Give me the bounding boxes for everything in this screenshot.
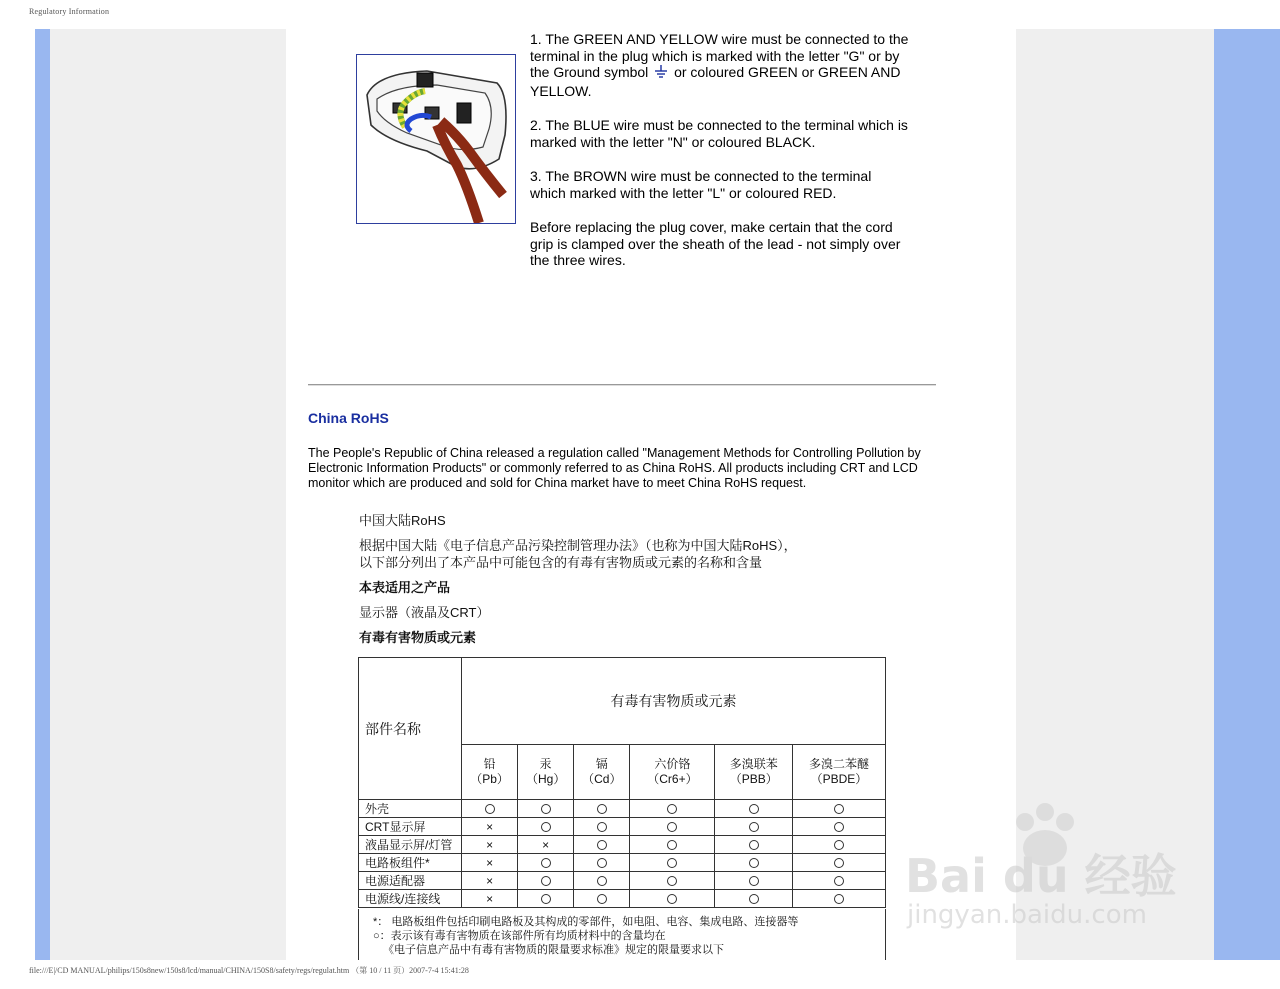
table-notes: [358, 909, 886, 960]
circle-below-limit-icon: [597, 858, 607, 868]
substance-name: 六价铬: [654, 757, 691, 771]
part-name: CRT显示屏: [359, 818, 462, 836]
page-footer: file:///E|/CD MANUAL/philips/150s8new/150s8/lcd/manual/CHINA/150S8/safety/regs/regulat.htm （第 10 / 11 页）2007-7-4 15:41:28: [29, 966, 469, 975]
part-name: 电源适配器: [359, 872, 462, 890]
circle-below-limit-icon: [597, 804, 607, 814]
substance-cell: [574, 836, 630, 854]
cross-above-limit-icon: ×: [486, 873, 494, 888]
circle-below-limit-icon: [834, 804, 844, 814]
note-standard-reference: 《电子信息产品中有毒有害物质的限量要求标准》规定的限量要求以下: [383, 944, 724, 956]
circle-below-limit-icon: [749, 876, 759, 886]
wiring-step-1-text: 1. The GREEN AND YELLOW wire must be connected to the terminal in the plug which is marked with the letter "G" or by the Ground symbol: [530, 31, 909, 80]
circle-below-limit-icon: [667, 804, 677, 814]
substance-cell: [715, 890, 792, 908]
cross-above-limit-icon: ×: [542, 837, 550, 852]
note-circuit-board: *： 电路板组件包括印刷电路板及其构成的零部件，如电阻、电容、集成电路、连接器等: [373, 916, 799, 928]
circle-below-limit-icon: [834, 858, 844, 868]
substance-cell: [715, 818, 792, 836]
substance-cell: [792, 872, 885, 890]
circle-below-limit-icon: [597, 876, 607, 886]
wiring-step-green-yellow: [530, 31, 910, 99]
china-rohs-heading: China RoHS: [308, 410, 389, 426]
part-name: 液晶显示屏/灯管: [359, 836, 462, 854]
substance-cell: [462, 890, 518, 908]
wiring-step-blue: 2. The BLUE wire must be connected to the terminal which is marked with the letter "N" or coloured BLACK.: [530, 117, 908, 150]
cn-substances-heading: 有毒有害物质或元素: [359, 630, 477, 645]
watermark-url: jingyan.baidu.com: [907, 900, 1147, 930]
substance-cell: [792, 836, 885, 854]
substance-cell: [715, 854, 792, 872]
section-divider: [308, 384, 936, 386]
circle-below-limit-icon: [541, 822, 551, 832]
substance-symbol: （PBB）: [729, 772, 778, 786]
substance-cell: [792, 854, 885, 872]
watermark-brand: Bai du 经验: [905, 849, 1177, 903]
circle-below-limit-icon: [834, 822, 844, 832]
substance-name: 铅: [483, 757, 496, 771]
substance-symbol: （Pb）: [470, 772, 509, 786]
cn-regulation-line-2: 以下部分列出了本产品中可能包含的有毒有害物质或元素的名称和含量: [359, 555, 763, 570]
substance-cell: [518, 800, 574, 818]
part-name: 外壳: [359, 800, 462, 818]
circle-below-limit-icon: [541, 858, 551, 868]
wiring-step-brown: 3. The BROWN wire must be connected to the terminal which marked with the letter "L" or coloured RED.: [530, 168, 872, 201]
substance-cell: [462, 854, 518, 872]
table-row: [359, 890, 886, 908]
circle-below-limit-icon: [834, 840, 844, 850]
circle-below-limit-icon: [667, 894, 677, 904]
circle-below-limit-icon: [597, 840, 607, 850]
substance-cell: [715, 800, 792, 818]
table-row: [359, 800, 886, 818]
substance-cell: [630, 872, 715, 890]
substance-cell: [462, 836, 518, 854]
substance-column-header: [574, 745, 630, 800]
substance-cell: [574, 800, 630, 818]
left-gray-margin: [50, 29, 286, 960]
substance-name: 镉: [595, 757, 608, 771]
circle-below-limit-icon: [749, 822, 759, 832]
substance-cell: [630, 818, 715, 836]
substance-name: 多溴二苯醚: [808, 757, 869, 771]
substance-cell: [518, 890, 574, 908]
substances-group-header: 有毒有害物质或元素: [462, 658, 886, 745]
substance-cell: [630, 854, 715, 872]
wiring-cord-grip-note: Before replacing the plug cover, make certain that the cord grip is clamped over the sheath of the lead - not simply over the three wires.: [530, 219, 901, 268]
circle-below-limit-icon: [749, 840, 759, 850]
table-row: [359, 854, 886, 872]
circle-below-limit-icon: [541, 894, 551, 904]
circle-below-limit-icon: [541, 804, 551, 814]
substance-cell: [792, 818, 885, 836]
substance-symbol: （PBDE）: [810, 772, 868, 786]
circle-below-limit-icon: [749, 894, 759, 904]
substance-cell: [715, 836, 792, 854]
cn-title: 中国大陆RoHS: [359, 513, 446, 528]
substance-cell: [518, 854, 574, 872]
circle-below-limit-icon: [597, 894, 607, 904]
substance-cell: [518, 818, 574, 836]
substance-cell: [574, 872, 630, 890]
substance-name: 多溴联苯: [729, 757, 778, 771]
cn-regulation-line-1: 根据中国大陆《电子信息产品污染控制管理办法》（也称为中国大陆RoHS），: [359, 538, 797, 553]
cross-above-limit-icon: ×: [486, 837, 494, 852]
cn-applicable-heading: 本表适用之产品: [359, 580, 451, 595]
cross-above-limit-icon: ×: [486, 855, 494, 870]
substance-cell: [630, 890, 715, 908]
right-blue-band: [1214, 29, 1280, 960]
circle-below-limit-icon: [485, 804, 495, 814]
circle-below-limit-icon: [749, 858, 759, 868]
cross-above-limit-icon: ×: [486, 891, 494, 906]
hazardous-substances-table: [358, 657, 886, 908]
plug-wiring-image: [356, 54, 516, 224]
substance-column-header: [630, 745, 715, 800]
circle-below-limit-icon: [667, 876, 677, 886]
note-circle-meaning: ○：表示该有毒有害物质在该部件所有均质材料中的含量均在: [373, 930, 666, 942]
table-row: [359, 818, 886, 836]
wiring-step-1-tail: or coloured GREEN or GREEN AND YELLOW.: [530, 64, 901, 99]
circle-below-limit-icon: [667, 858, 677, 868]
substance-cell: [462, 800, 518, 818]
part-name-header: 部件名称: [359, 658, 462, 800]
substance-symbol: （Cr6+）: [647, 772, 698, 786]
substance-column-header: [715, 745, 792, 800]
substance-cell: [462, 872, 518, 890]
substance-cell: [574, 818, 630, 836]
circle-below-limit-icon: [541, 876, 551, 886]
circle-below-limit-icon: [834, 876, 844, 886]
substance-cell: [792, 890, 885, 908]
table-body: [359, 800, 886, 908]
substance-cell: [715, 872, 792, 890]
cross-above-limit-icon: ×: [486, 819, 494, 834]
substance-cell: [792, 800, 885, 818]
part-name: 电路板组件*: [359, 854, 462, 872]
circle-below-limit-icon: [667, 822, 677, 832]
substance-symbol: （Cd）: [582, 772, 622, 786]
baidu-jingyan-watermark: [905, 800, 1205, 940]
page-header: Regulatory Information: [29, 7, 110, 16]
circle-below-limit-icon: [749, 804, 759, 814]
substance-cell: [518, 836, 574, 854]
substance-column-header: [518, 745, 574, 800]
left-blue-band: [35, 29, 50, 960]
substance-cell: [518, 872, 574, 890]
substance-cell: [574, 890, 630, 908]
substance-cell: [574, 854, 630, 872]
circle-below-limit-icon: [834, 894, 844, 904]
substance-cell: [630, 800, 715, 818]
substance-name: 汞: [539, 757, 552, 771]
table-row: [359, 872, 886, 890]
substance-column-header: [792, 745, 885, 800]
substance-column-header: [462, 745, 518, 800]
circle-below-limit-icon: [597, 822, 607, 832]
cn-applicable-product: 显示器（液晶及CRT）: [359, 605, 490, 620]
ground-symbol-icon: [654, 65, 668, 83]
table-row: [359, 836, 886, 854]
substance-cell: [462, 818, 518, 836]
substance-symbol: （Hg）: [526, 772, 566, 786]
substance-cell: [630, 836, 715, 854]
part-name: 电源线/连接线: [359, 890, 462, 908]
circle-below-limit-icon: [667, 840, 677, 850]
wiring-instructions: [530, 31, 910, 287]
china-rohs-intro: The People's Republic of China released a regulation called "Management Methods for Controlling Pollution by Electronic Information Products" or commonly referred to as China RoHS. All products including CRT and LCD monitor which are produced and sold for China market have to meet China RoHS request.: [308, 446, 921, 490]
